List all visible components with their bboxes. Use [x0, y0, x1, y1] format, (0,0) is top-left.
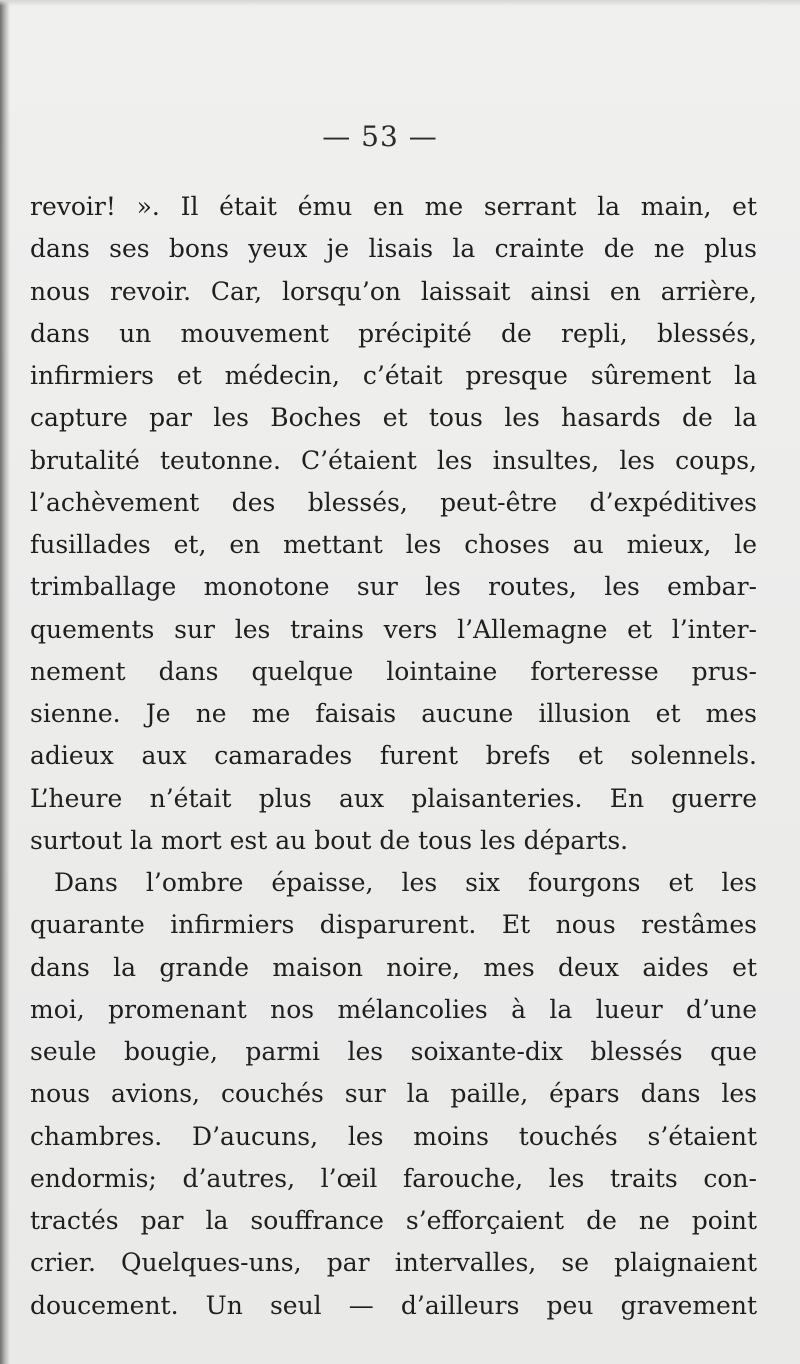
- text-line: moi, promenant nos mélancolies à la lueur d’une: [30, 994, 757, 1024]
- text-line: quements sur les trains vers l’Allemagne et l’inter-: [30, 614, 757, 644]
- text-line: chambres. D’aucuns, les moins touchés s’étaient: [30, 1121, 757, 1151]
- text-line: nous avions, couchés sur la paille, épars dans les: [30, 1079, 757, 1109]
- text-line: crier. Quelques-uns, par intervalles, se plaignaient: [30, 1248, 757, 1278]
- text-line: tractés par la souffrance s’efforçaient de ne point: [30, 1206, 757, 1235]
- text-line: dans un mouvement précipité de repli, blessés,: [30, 318, 757, 348]
- text-line: endormis; d’autres, l’œil farouche, les traits con-: [30, 1163, 757, 1193]
- text-line: nous revoir. Car, lorsqu’on laissait ainsi en arrière,: [30, 276, 757, 306]
- body-text: [30, 186, 757, 1327]
- text-line: nement dans quelque lointaine forteresse prus-: [30, 656, 757, 686]
- text-line: infirmiers et médecin, c’était presque sûrement la: [30, 361, 757, 390]
- text-line: trimballage monotone sur les routes, les embar-: [30, 572, 757, 602]
- text-line: brutalité teutonne. C’étaient les insultes, les coups,: [30, 445, 757, 475]
- text-line: quarante infirmiers disparurent. Et nous restâmes: [30, 910, 757, 940]
- text-line: l’achèvement des blessés, peut-être d’expéditives: [30, 487, 757, 517]
- text-line: doucement. Un seul — d’ailleurs peu gravement: [30, 1290, 757, 1320]
- text-line: revoir! ». Il était ému en me serrant la main, et: [30, 192, 757, 221]
- text-line: dans la grande maison noire, mes deux aides et: [30, 952, 757, 982]
- text-line: adieux aux camarades furent brefs et solennels.: [30, 741, 757, 771]
- text-line: capture par les Boches et tous les hasards de la: [30, 403, 757, 433]
- text-line: surtout la mort est au bout de tous les départs.: [30, 825, 629, 855]
- text-line: fusillades et, en mettant les choses au mieux, le: [30, 530, 757, 559]
- page-top-edge: [0, 0, 800, 6]
- page-edge-shadow: [0, 0, 10, 1364]
- text-line: seule bougie, parmi les soixante-dix blessés que: [30, 1037, 757, 1066]
- text-line: dans ses bons yeux je lisais la crainte de ne plus: [30, 234, 757, 264]
- paragraph-first-line: Dans l’ombre épaisse, les six fourgons et les: [54, 868, 757, 897]
- page-number: — 53 —: [322, 120, 438, 153]
- text-line: sienne. Je ne me faisais aucune illusion et mes: [30, 699, 757, 728]
- text-line: L’heure n’était plus aux plaisanteries. En guerre: [30, 783, 757, 813]
